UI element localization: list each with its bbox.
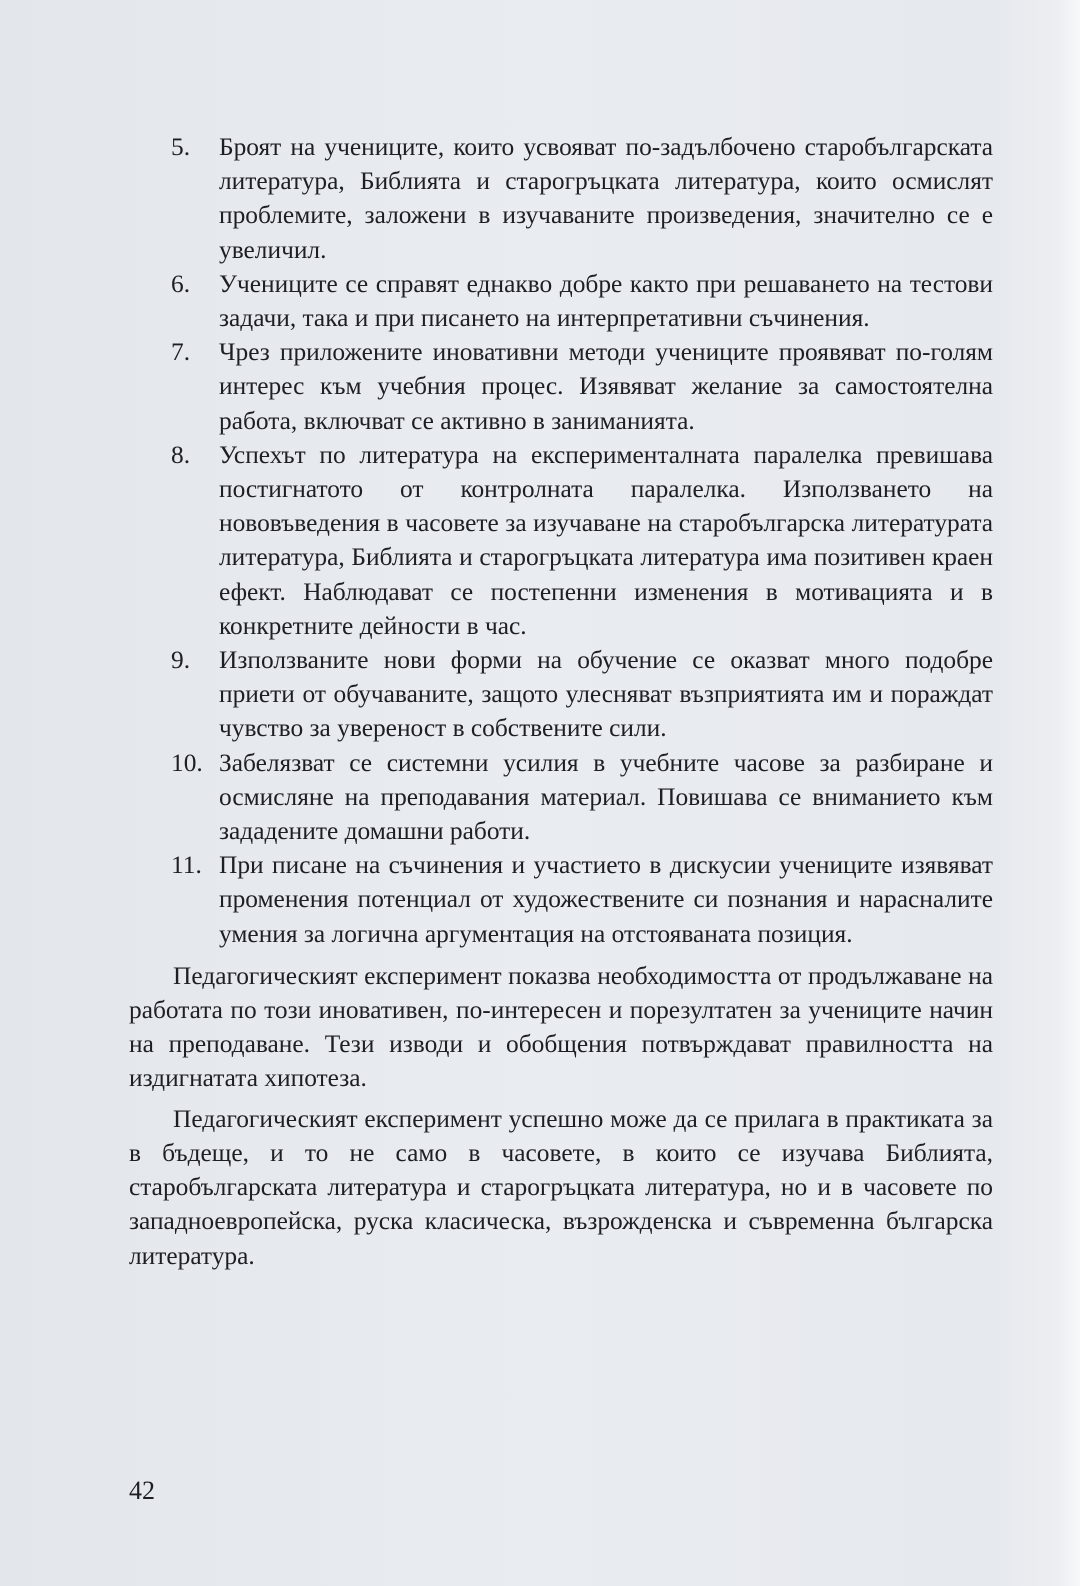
list-item-number: 10.	[171, 748, 203, 777]
list-item-text: При писане на съчинения и участието в дискусии учениците изявяват променения потенциал от художествените си познания и нарасналите умения за логична аргументация на отстояваната позиция.	[219, 851, 993, 948]
list-item-text: Забелязват се системни усилия в учебните часове за разбиране и осмисляне на преподавания материал. Повишава се вниманието към зададените домашни работи.	[219, 748, 993, 846]
list-item-text: Използваните нови форми на обучение се оказват много подобре приети от обучаваните, защото улесняват възприятията им и пораждат чувство за увереност в собствените сили.	[219, 646, 993, 743]
list-item	[129, 267, 993, 335]
list-item	[129, 438, 993, 643]
list-item-number: 6.	[171, 269, 191, 298]
list-item	[129, 335, 993, 438]
list-item-text: Учениците се справят еднакво добре както при решаването на тестови задачи, така и при писането на интерпретативни съчинения.	[219, 269, 993, 333]
list-item-text: Успехът по литература на експерименталната паралелка превишава постигнатото от контролната паралелка. Използването на нововъведения в часовете за изучаване на старобългарска литературата литература, Библията и старогръцката литература има позитивен краен ефект. Наблюдават се постепенни изменения в мотивацията и в конкретните дейности в час.	[219, 440, 993, 640]
list-item	[129, 746, 993, 849]
body-paragraph: Педагогическият експеримент успешно може да се прилага в практиката за в бъдеще, и то не само в часовете, в които се изучава Библията, старобългарската литература и старогръцката литература, но и в часовете по западноевропейска, руска класическа, възрожденска и съвременна българска литература.	[129, 1104, 993, 1270]
list-item-number: 9.	[171, 646, 191, 675]
list-item-text: Броят на учениците, които усвояват по-задълбочено старобългарската литература, Библията и старогръцката литература, които осмислят проблемите, заложени в изучаваните произведения, значително се е увеличил.	[219, 133, 993, 264]
numbered-conclusions-list	[129, 130, 993, 951]
list-item-number: 7.	[171, 338, 191, 367]
page-edge-highlight	[1058, 0, 1080, 1586]
list-item-text: Чрез приложените иновативни методи учениците проявяват по-голям интерес към учебния процес. Изявяват желание за самостоятелна работа, включват се активно в заниманията.	[219, 338, 993, 435]
list-item	[129, 848, 993, 951]
list-item-number: 8.	[171, 440, 191, 469]
list-item	[129, 643, 993, 746]
body-paragraph: Педагогическият експеримент показва необходимостта от продължаване на работата по този иновативен, по-интересен и порезултатен за учениците начин на преподаване. Тези изводи и обобщения потвърждават правилността на издигнатата хипотеза.	[129, 961, 993, 1093]
list-item	[129, 130, 993, 267]
list-item-number: 5.	[171, 133, 191, 161]
list-item-number: 11.	[171, 851, 202, 880]
page-body	[129, 130, 993, 1273]
page-number: 42	[129, 1476, 155, 1505]
